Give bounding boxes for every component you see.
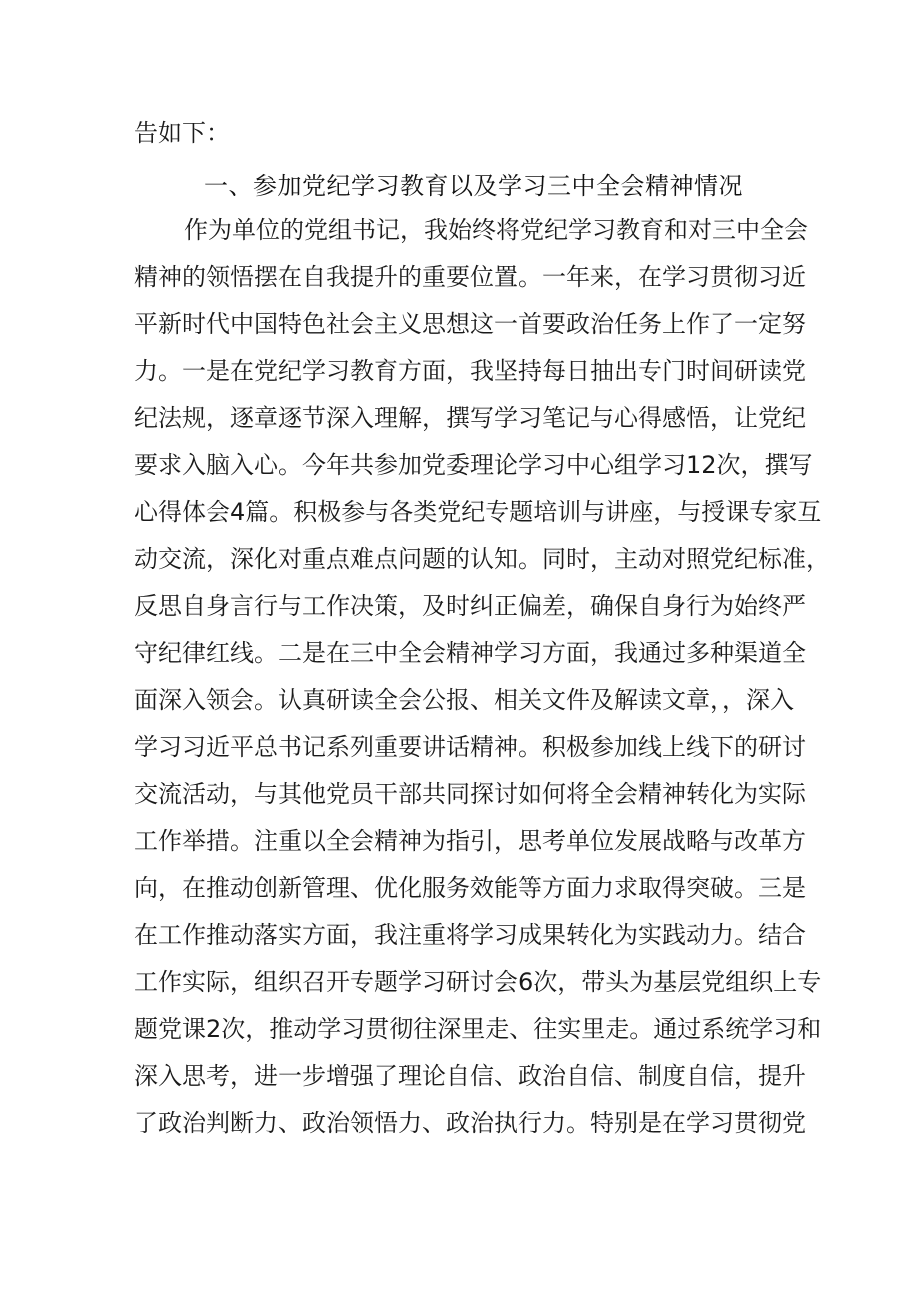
paragraph-line-2: 精神的领悟摆在自我提升的重要位置。一年来，在学习贯彻习近 [134,263,806,291]
paragraph-line-5: 纪法规，逐章逐节深入理解，撰写学习笔记与心得感悟，让党纪 [134,404,806,432]
paragraph-line-8: 动交流，深化对重点难点问题的认知。同时，主动对照党纪标准， [134,545,830,573]
paragraph-line-15: 向，在推动创新管理、优化服务效能等方面力求取得突破。三是 [134,874,806,902]
paragraph-line-14: 工作举措。注重以全会精神为指引，思考单位发展战略与改革方 [134,827,806,855]
paragraph-line-1: 作为单位的党组书记，我始终将党纪学习教育和对三中全会 [184,216,808,244]
paragraph-line-10: 守纪律红线。二是在三中全会精神学习方面，我通过多种渠道全 [134,639,806,667]
paragraph-line-4: 力。一是在党纪学习教育方面，我坚持每日抽出专门时间研读党 [134,357,806,385]
paragraph-line-20: 了政治判断力、政治领悟力、政治执行力。特别是在学习贯彻党 [134,1109,806,1137]
paragraph-line-16: 在工作推动落实方面，我注重将学习成果转化为实践动力。结合 [134,921,806,949]
intro-tail-line: 告如下： [134,119,230,147]
paragraph-line-11: 面深入领会。认真研读全会公报、相关文件及解读文章，，深入 [134,686,794,714]
paragraph-line-18: 题党课2次，推动学习贯彻往深里走、往实里走。通过系统学习和 [134,1015,822,1043]
paragraph-line-9: 反思自身言行与工作决策，及时纠正偏差，确保自身行为始终严 [134,592,806,620]
paragraph-line-6: 要求入脑入心。今年共参加党委理论学习中心组学习12次，撰写 [134,451,813,479]
paragraph-line-17: 工作实际，组织召开专题学习研讨会6次，带头为基层党组织上专 [134,968,822,996]
paragraph-line-3: 平新时代中国特色社会主义思想这一首要政治任务上作了一定努 [134,310,806,338]
paragraph-line-12: 学习习近平总书记系列重要讲话精神。积极参加线上线下的研讨 [134,733,806,761]
paragraph-line-7: 心得体会4篇。积极参与各类党纪专题培训与讲座，与授课专家互 [134,498,822,526]
section-heading: 一、参加党纪学习教育以及学习三中全会精神情况 [204,172,743,200]
paragraph-line-13: 交流活动，与其他党员干部共同探讨如何将全会精神转化为实际 [134,780,806,808]
paragraph-line-19: 深入思考，进一步增强了理论自信、政治自信、制度自信，提升 [134,1062,806,1090]
